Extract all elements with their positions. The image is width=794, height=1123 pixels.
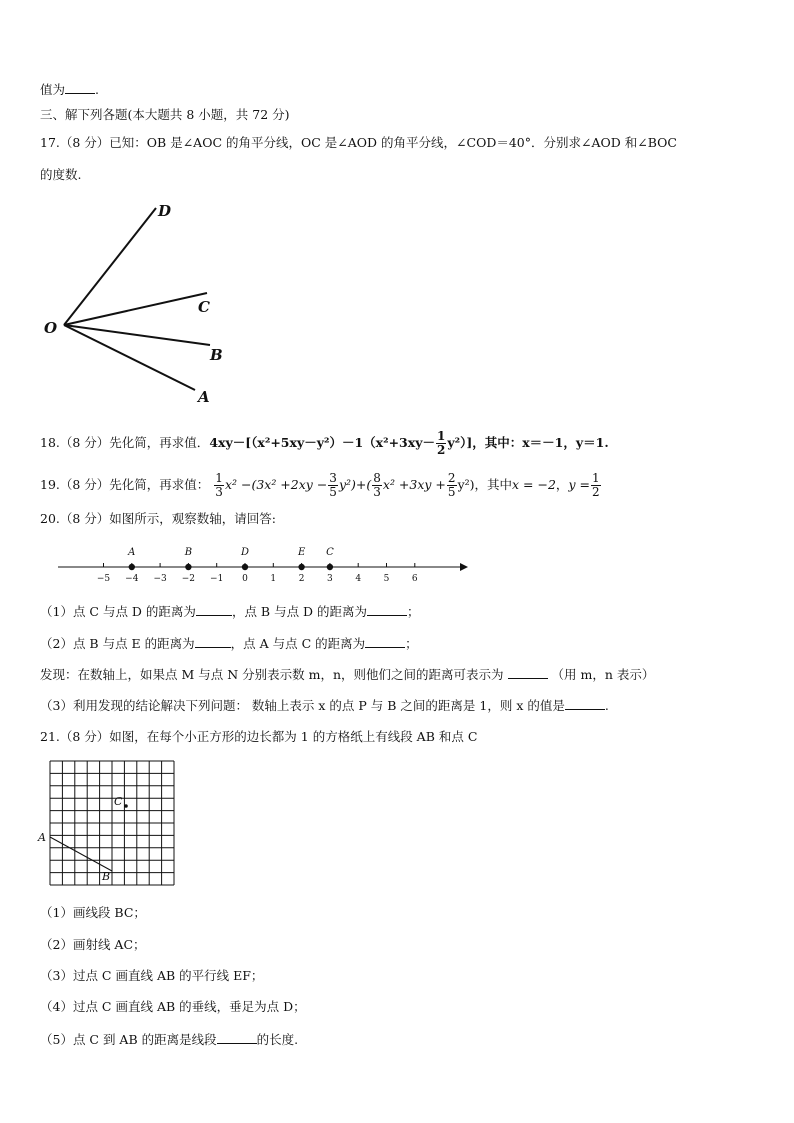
q20-p2-c: ； [405, 636, 418, 651]
tick-label: 1 [270, 574, 277, 584]
tick-label: −3 [153, 574, 167, 584]
point-label-b: B [184, 547, 193, 558]
q19-cond-x: x = −2 [512, 477, 556, 492]
answer-blank[interactable] [508, 665, 548, 679]
q19-prefix: 19.（8 分）先化简，再求值： [40, 477, 210, 492]
q21-item5-a: （5）点 C 到 AB 的距离是线段 [40, 1032, 217, 1047]
grid-label-b: B [102, 870, 111, 883]
label-o: O [44, 319, 58, 337]
q20-title: 20.（8 分）如图所示，观察数轴，请回答: [40, 511, 277, 526]
q20-p2-a: （2）点 B 与点 E 的距离为 [40, 636, 195, 651]
q20-part1 [40, 602, 420, 621]
q20-p1-c: ； [407, 604, 420, 619]
q20-p2-b: ，点 A 与点 C 的距离为 [230, 636, 366, 651]
q18-prefix: 18.（8 分）先化简，再求值． [40, 435, 210, 450]
grid-label-a: A [38, 831, 46, 844]
frac-num: 1 [591, 471, 600, 485]
q17-text-line2: 的度数. [40, 167, 82, 182]
label-c: C [198, 298, 210, 316]
q19-term-4: y²)，其中 [457, 477, 513, 492]
q21-item-4: （4）过点 C 画直线 AB 的垂线，垂足为点 D； [40, 999, 306, 1014]
frac-den: 5 [447, 485, 456, 499]
tick-label: 5 [383, 574, 390, 584]
q20-p1-b: ，点 B 与点 D 的距离为 [231, 604, 368, 619]
q19-cond-sep: ， [555, 477, 569, 492]
q18-fraction [436, 430, 446, 457]
point-d [242, 564, 248, 570]
label-b: B [210, 346, 223, 364]
frac-den: 5 [329, 485, 337, 499]
q21-item-1: （1）画线段 BC； [40, 905, 146, 920]
q21-grid-figure [36, 758, 176, 890]
point-label-d: D [240, 547, 250, 558]
q19-frac-2 [328, 472, 338, 499]
point-label-c: C [326, 547, 334, 558]
fill-prefix: 值为 [40, 82, 66, 97]
tick-label: −5 [96, 574, 111, 584]
section-heading: 三、解下列各题(本大题共 8 小题，共 72 分) [40, 107, 290, 122]
frac-den: 3 [215, 485, 223, 499]
q21-item-5 [40, 1030, 298, 1049]
q19-frac-1 [214, 472, 224, 499]
q21-item-2: （2）画射线 AC； [40, 937, 146, 952]
tick-label: 2 [298, 574, 305, 584]
answer-blank[interactable] [217, 1030, 257, 1044]
tick-label: 0 [242, 574, 248, 584]
q17-angle-figure [40, 198, 240, 410]
point-a [129, 564, 135, 570]
label-d: D [158, 202, 172, 220]
point-b [185, 564, 191, 570]
q20-p4-b: . [604, 698, 609, 713]
frac-num: 3 [329, 471, 337, 485]
grid-label-c: C [114, 795, 123, 808]
q20-p4-a: （3）利用发现的结论解决下列问题： 数轴上表示 x 的点 P 与 B 之间的距离是 1，则 x 的值是 [40, 698, 565, 713]
frac-num: 1 [436, 429, 446, 443]
answer-blank[interactable] [365, 634, 405, 648]
answer-blank[interactable] [565, 696, 605, 710]
q20-discovery [40, 665, 654, 684]
q21-title: 21.（8 分）如图，在每个小正方形的边长都为 1 的方格纸上有线段 AB 和点 C [40, 729, 478, 744]
q18-expr-a: 4xy－[（x²+5xy－y²）－1（x²+3xy－ [209, 435, 435, 450]
q20-number-line [40, 540, 480, 590]
q19-line [40, 472, 602, 499]
q17-text-line1: 17.（8 分）已知：OB 是∠AOC 的角平分线，OC 是∠AOD 的角平分线，∠COD＝40°．分别求∠AOD 和∠BOC [40, 135, 677, 150]
point-c [327, 564, 333, 570]
q19-frac-5 [591, 472, 601, 499]
q20-p3-b: （用 m，n 表示） [551, 667, 655, 682]
answer-blank[interactable] [367, 602, 407, 616]
answer-blank[interactable] [65, 80, 95, 94]
q19-frac-3 [372, 472, 382, 499]
q21-item-3: （3）过点 C 画直线 AB 的平行线 EF； [40, 968, 264, 983]
prev-question-tail [40, 80, 99, 99]
tick-label: 6 [411, 574, 418, 584]
frac-den: 2 [436, 443, 446, 457]
answer-blank[interactable] [196, 602, 232, 616]
q18-expr-b: y²）]，其中：x＝－1，y＝1. [447, 435, 609, 450]
q19-cond-y: y = [568, 477, 590, 492]
answer-blank[interactable] [195, 634, 231, 648]
point-e [298, 564, 304, 570]
q18-line [40, 430, 609, 457]
frac-den: 3 [373, 485, 381, 499]
q20-part3 [40, 696, 609, 715]
q19-term-1: x² −(3x² +2xy − [224, 477, 328, 492]
frac-num: 1 [215, 471, 223, 485]
label-a: A [198, 388, 210, 406]
q19-term-3: x² +3xy + [382, 477, 446, 492]
tick-label: 4 [355, 574, 362, 584]
q21-item5-b: 的长度. [256, 1032, 299, 1047]
tick-label: −4 [125, 574, 139, 584]
q20-p3-a: 发现：在数轴上，如果点 M 与点 N 分别表示数 m，n，则他们之间的距离可表示为 [40, 667, 504, 682]
q19-term-2: y²)+( [338, 477, 372, 492]
frac-num: 2 [447, 471, 456, 485]
tick-label: −2 [181, 574, 196, 584]
point-label-a: A [128, 547, 136, 558]
frac-den: 2 [591, 485, 600, 499]
point-label-e: E [297, 547, 306, 558]
tick-label: −1 [210, 574, 224, 584]
q20-p1-a: （1）点 C 与点 D 的距离为 [40, 604, 196, 619]
q20-part2 [40, 634, 418, 653]
fill-suffix: . [95, 82, 99, 97]
q19-frac-4 [447, 472, 457, 499]
frac-num: 8 [373, 471, 381, 485]
tick-label: 3 [327, 574, 333, 584]
